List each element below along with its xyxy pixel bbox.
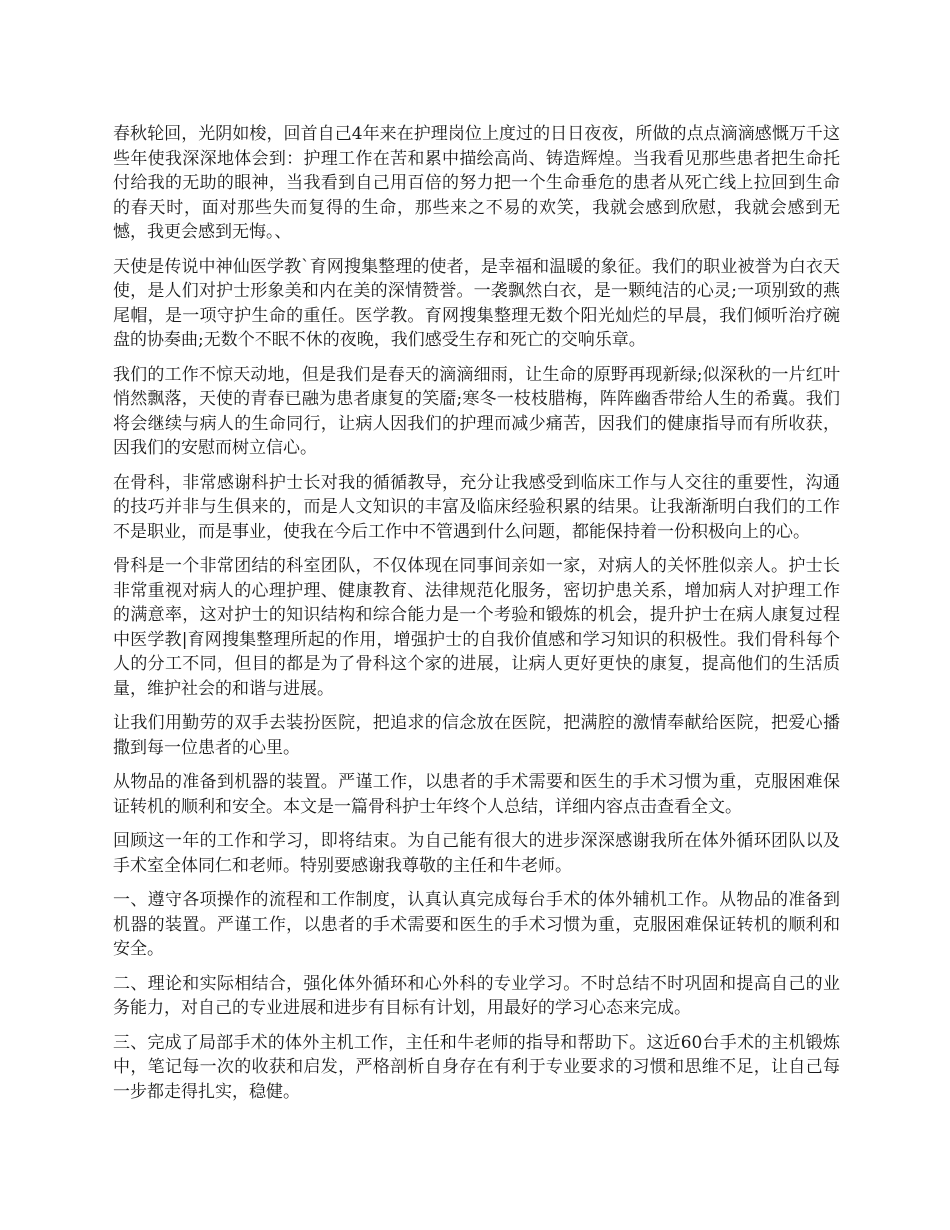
paragraph-3: 我们的工作不惊天动地，但是我们是春天的滴滴细雨，让生命的原野再现新绿;似深秋的一片红叶悄然飘落，天使的青春已融为患者康复的笑靥;寒冬一枝枝腊梅，阵阵幽香带给人生的希冀。我们将会继续与病人的生命同行，让病人因我们的护理而减少痛苦，因我们的健康指导而有所收获，因我们的安慰而树立信心。: [113, 364, 840, 458]
paragraph-10: 二、理论和实际相结合，强化体外循环和心外科的专业学习。不时总结不时巩固和提高自己的业务能力，对自己的专业进展和进步有目标有计划，用最好的学习心态来完成。: [113, 973, 840, 1018]
paragraph-5: 骨科是一个非常团结的科室团队，不仅体现在同事间亲如一家，对病人的关怀胜似亲人。护士长非常重视对病人的心理护理、健康教育、法律规范化服务，密切护患关系，增加病人对护理工作的满意率，这对护士的知识结构和综合能力是一个考验和锻炼的机会，提升护士在病人康复过程中医学教|育网搜集整理所起的作用，增强护士的自我价值感和学习知识的积极性。我们骨科每个人的分工不同，但目的都是为了骨科这个家的进展，让病人更好更快的康复，提高他们的生活质量，维护社会的和谐与进展。: [113, 556, 840, 699]
paragraph-1: 春秋轮回，光阴如梭，回首自己4年来在护理岗位上度过的日日夜夜，所做的点点滴滴感慨万千这些年使我深深地体会到：护理工作在苦和累中描绘高尚、铸造辉煌。当我看见那些患者把生命托付给我的无助的眼神，当我看到自己用百倍的努力把一个生命垂危的患者从死亡线上拉回到生命的春天时，面对那些失而复得的生命，那些来之不易的欢笑，我就会感到欣慰，我就会感到无憾，我更会感到无悔。、: [113, 124, 840, 242]
paragraph-2: 天使是传说中神仙医学教`育网搜集整理的使者，是幸福和温暖的象征。我们的职业被誉为白衣天使，是人们对护士形象美和内在美的深情赞誉。一袭飘然白衣，是一颗纯洁的心灵;一项别致的燕尾帽，是一项守护生命的重任。医学教。育网搜集整理无数个阳光灿烂的早晨，我们倾听治疗碗盘的协奏曲;无数个不眠不休的夜晚，我们感受生存和死亡的交响乐章。: [113, 256, 840, 350]
paragraph-4: 在骨科，非常感谢科护士长对我的循循教导，充分让我感受到临床工作与人交往的重要性，沟通的技巧并非与生俱来的，而是人文知识的丰富及临床经验积累的结果。让我渐渐明白我们的工作不是职业，而是事业，使我在今后工作中不管遇到什么问题，都能保持着一份积极向上的心。: [113, 472, 840, 542]
paragraph-8: 回顾这一年的工作和学习，即将结束。为自己能有很大的进步深深感谢我所在体外循环团队以及手术室全体同仁和老师。特别要感谢我尊敬的主任和牛老师。: [113, 831, 840, 876]
paragraph-9: 一、遵守各项操作的流程和工作制度，认真认真完成每台手术的体外辅机工作。从物品的准备到机器的装置。严谨工作，以患者的手术需要和医生的手术习惯为重，克服困难保证转机的顺利和安全。: [113, 890, 840, 959]
document-page: [113, 122, 840, 1114]
paragraph-7: 从物品的准备到机器的装置。严谨工作，以患者的手术需要和医生的手术习惯为重，克服困难保证转机的顺利和安全。本文是一篇骨科护士年终个人总结，详细内容点击查看全文。: [113, 772, 840, 817]
paragraph-6: 让我们用勤劳的双手去装扮医院，把追求的信念放在医院，把满腔的激情奉献给医院，把爱心播撒到每一位患者的心里。: [113, 713, 840, 758]
paragraph-11: 三、完成了局部手术的体外主机工作，主任和牛老师的指导和帮助下。这近60台手术的主机锻炼中，笔记每一次的收获和启发，严格剖析自身存在有利于专业要求的习惯和思维不足，让自己每一步都走得扎实，稳健。: [113, 1032, 840, 1102]
